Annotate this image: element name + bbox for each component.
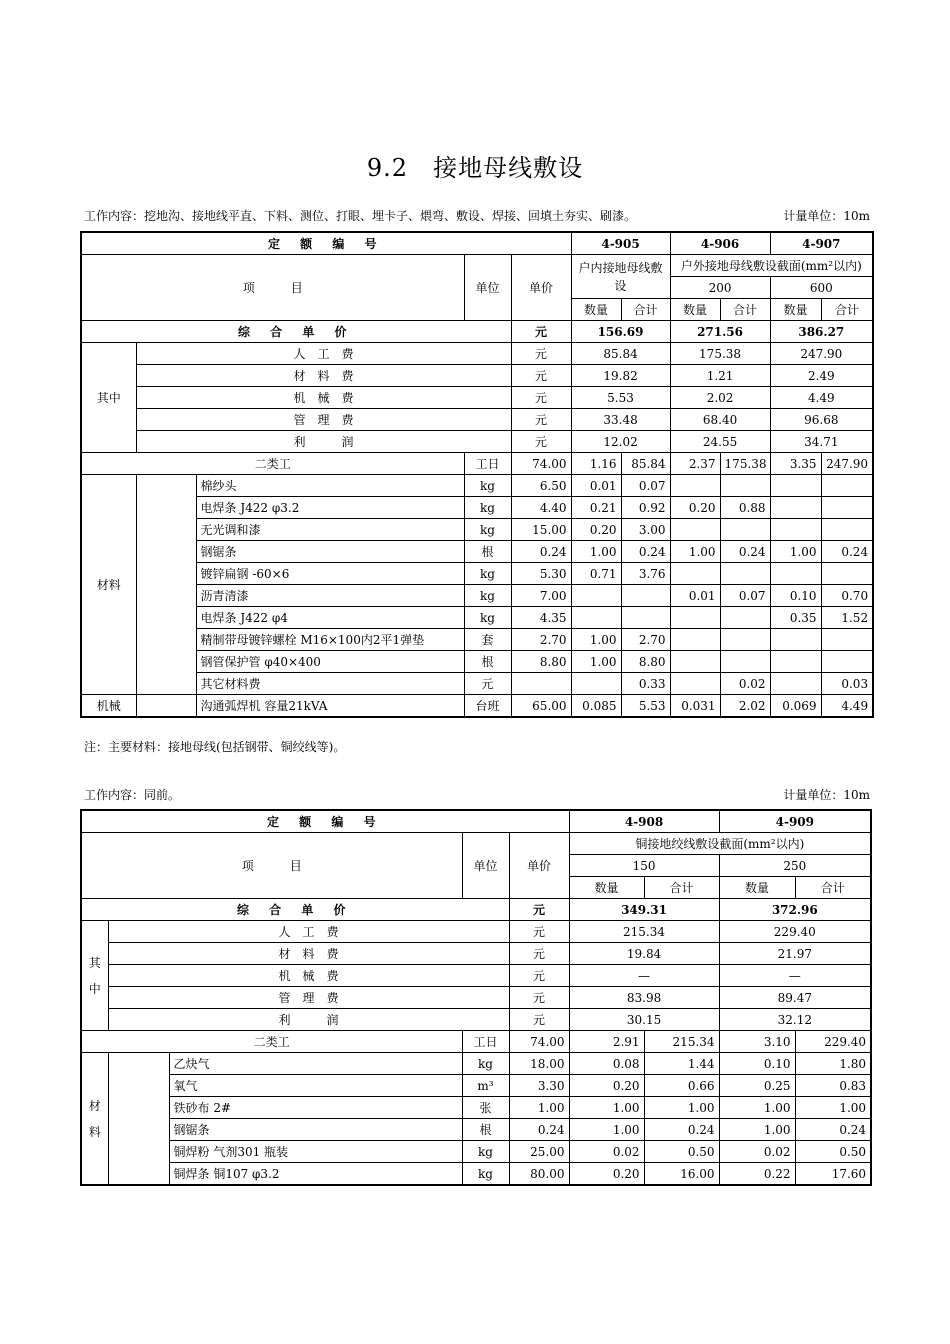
labor-value: 3.10	[719, 1031, 795, 1053]
section-600: 600	[770, 277, 873, 299]
material-price: 6.50	[511, 475, 571, 497]
cost-unit: 元	[509, 965, 569, 987]
cost-value: 96.68	[770, 409, 873, 431]
code-4-906: 4-906	[670, 232, 770, 255]
material-value	[821, 563, 873, 585]
material-price: 80.00	[509, 1163, 569, 1186]
material-row	[81, 519, 873, 541]
material-value	[670, 563, 720, 585]
work-content: 工作内容：同前。	[84, 788, 181, 802]
unit-header: 单位	[464, 255, 511, 321]
material-value: 1.00	[719, 1097, 795, 1119]
material-value	[770, 519, 821, 541]
header-row-1	[81, 255, 873, 277]
material-row	[81, 497, 873, 519]
machine-row	[81, 695, 873, 718]
material-value: 0.02	[719, 1141, 795, 1163]
cost-label: 管 理 费	[136, 409, 511, 431]
work-content-row-2	[84, 786, 870, 803]
material-value	[670, 673, 720, 695]
material-value: 1.00	[571, 541, 621, 563]
labor-label: 二类工	[81, 1031, 462, 1053]
cost-unit: 元	[511, 431, 571, 453]
machine-value: 2.02	[720, 695, 770, 718]
cost-unit: 元	[511, 387, 571, 409]
labor-unit: 工日	[464, 453, 511, 475]
material-price: 7.00	[511, 585, 571, 607]
material-name: 乙炔气	[169, 1053, 462, 1075]
qty-header: 数量	[670, 299, 720, 321]
cost-value: 33.48	[571, 409, 670, 431]
cost-value: 30.15	[569, 1009, 719, 1031]
machine-unit: 台班	[464, 695, 511, 718]
qizhong-label: 其中	[81, 921, 108, 1031]
work-content-row-1	[84, 207, 870, 224]
cost-value: 2.49	[770, 365, 873, 387]
material-row	[81, 1075, 871, 1097]
material-row	[81, 673, 873, 695]
material-group-label: 材料	[81, 1053, 108, 1186]
material-row	[81, 475, 873, 497]
machine-value: 5.53	[621, 695, 670, 718]
code-row	[81, 810, 871, 833]
material-price: 2.70	[511, 629, 571, 651]
cost-value: 85.84	[571, 343, 670, 365]
material-value: 1.80	[795, 1053, 871, 1075]
material-value: 0.24	[821, 541, 873, 563]
material-price: 3.30	[509, 1075, 569, 1097]
material-unit: 根	[462, 1119, 509, 1141]
material-unit: m³	[462, 1075, 509, 1097]
material-value: 16.00	[644, 1163, 719, 1186]
section-200: 200	[670, 277, 770, 299]
sum-header: 合计	[720, 299, 770, 321]
material-unit: kg	[464, 519, 511, 541]
material-name: 沥青清漆	[196, 585, 464, 607]
material-value	[770, 651, 821, 673]
sum-header: 合计	[795, 877, 871, 899]
material-row	[81, 651, 873, 673]
measure-unit: 计量单位：10m	[783, 209, 870, 223]
material-value	[821, 629, 873, 651]
material-group-label: 材料	[81, 475, 136, 695]
cost-value: 89.47	[719, 987, 871, 1009]
material-value: 0.02	[720, 673, 770, 695]
material-value	[821, 497, 873, 519]
copper-header: 铜接地绞线敷设截面(mm²以内)	[569, 833, 871, 855]
material-value	[770, 629, 821, 651]
material-value: 0.20	[670, 497, 720, 519]
material-row	[81, 1053, 871, 1075]
material-row	[81, 1163, 871, 1186]
material-value	[720, 607, 770, 629]
cost-label: 管 理 费	[108, 987, 509, 1009]
material-value	[770, 475, 821, 497]
cost-breakdown-row	[81, 343, 873, 365]
material-price: 15.00	[511, 519, 571, 541]
cost-breakdown-row	[81, 965, 871, 987]
machine-value: 4.49	[821, 695, 873, 718]
material-value	[821, 651, 873, 673]
cost-breakdown-row	[81, 987, 871, 1009]
material-value: 1.44	[644, 1053, 719, 1075]
material-row	[81, 1119, 871, 1141]
material-value: 0.24	[621, 541, 670, 563]
material-price: 4.35	[511, 607, 571, 629]
material-value	[571, 673, 621, 695]
material-value: 1.00	[670, 541, 720, 563]
total-unit: 元	[509, 899, 569, 921]
material-row	[81, 541, 873, 563]
labor-value: 2.37	[670, 453, 720, 475]
quota-table-1	[80, 231, 874, 718]
indoor-header: 户内接地母线敷设	[571, 255, 670, 299]
cost-label: 材 料 费	[136, 365, 511, 387]
material-unit: kg	[464, 607, 511, 629]
material-price: 25.00	[509, 1141, 569, 1163]
code-4-909: 4-909	[719, 810, 871, 833]
machine-value: 0.085	[571, 695, 621, 718]
material-value: 0.10	[770, 585, 821, 607]
material-value: 8.80	[621, 651, 670, 673]
section-250: 250	[719, 855, 871, 877]
material-value	[720, 629, 770, 651]
material-name: 铜焊粉 气剂301 瓶装	[169, 1141, 462, 1163]
material-name: 精制带母镀锌螺栓 M16×100内2平1弹垫	[196, 629, 464, 651]
material-value	[720, 519, 770, 541]
material-value: 0.20	[569, 1163, 644, 1186]
section-150: 150	[569, 855, 719, 877]
material-value: 0.20	[569, 1075, 644, 1097]
cost-value: 247.90	[770, 343, 873, 365]
material-name: 电焊条 J422 φ4	[196, 607, 464, 629]
material-value: 0.92	[621, 497, 670, 519]
cost-label: 人 工 费	[108, 921, 509, 943]
material-value	[571, 585, 621, 607]
sum-header: 合计	[644, 877, 719, 899]
material-unit: kg	[464, 563, 511, 585]
material-row	[81, 1141, 871, 1163]
material-unit: kg	[462, 1141, 509, 1163]
material-value: 0.02	[569, 1141, 644, 1163]
material-value	[720, 475, 770, 497]
labor-value: 3.35	[770, 453, 821, 475]
cost-label: 材 料 费	[108, 943, 509, 965]
material-price: 0.24	[509, 1119, 569, 1141]
price-header: 单价	[509, 833, 569, 899]
material-name: 钢管保护管 φ40×400	[196, 651, 464, 673]
qty-header: 数量	[571, 299, 621, 321]
measure-unit: 计量单位：10m	[783, 788, 870, 802]
labor-value: 2.91	[569, 1031, 644, 1053]
material-value: 0.07	[621, 475, 670, 497]
material-row	[81, 1097, 871, 1119]
material-value	[670, 519, 720, 541]
material-unit: 张	[462, 1097, 509, 1119]
material-value: 3.00	[621, 519, 670, 541]
total-label: 综 合 单 价	[81, 899, 509, 921]
material-unit: 根	[464, 651, 511, 673]
material-unit: kg	[462, 1053, 509, 1075]
cost-value: 1.21	[670, 365, 770, 387]
cost-value: 68.40	[670, 409, 770, 431]
material-unit: kg	[464, 475, 511, 497]
code-4-907: 4-907	[770, 232, 873, 255]
cost-breakdown-row	[81, 431, 873, 453]
code-row	[81, 232, 873, 255]
qty-header: 数量	[770, 299, 821, 321]
material-value: 0.33	[621, 673, 670, 695]
material-value	[621, 585, 670, 607]
material-price: 8.80	[511, 651, 571, 673]
cost-label: 利 润	[136, 431, 511, 453]
material-row	[81, 563, 873, 585]
material-value	[770, 563, 821, 585]
cost-value: 12.02	[571, 431, 670, 453]
cost-breakdown-row	[81, 943, 871, 965]
qizhong-label: 其中	[81, 343, 136, 453]
material-unit: kg	[462, 1163, 509, 1186]
material-value	[770, 497, 821, 519]
total-value: 156.69	[571, 321, 670, 343]
price-header: 单价	[511, 255, 571, 321]
labor-row	[81, 1031, 871, 1053]
sum-header: 合计	[621, 299, 670, 321]
material-unit: 套	[464, 629, 511, 651]
material-spacer	[136, 475, 196, 695]
material-price: 0.24	[511, 541, 571, 563]
material-value: 0.07	[720, 585, 770, 607]
material-value: 1.00	[569, 1119, 644, 1141]
material-value: 0.83	[795, 1075, 871, 1097]
work-content: 工作内容：挖地沟、接地线平直、下料、测位、打眼、埋卡子、煨弯、敷设、焊接、回填土夯实、刷漆。	[84, 209, 637, 223]
cost-label: 机 械 费	[136, 387, 511, 409]
material-value: 0.71	[571, 563, 621, 585]
item-header: 项 目	[81, 255, 464, 321]
material-name: 镀锌扁钢 -60×6	[196, 563, 464, 585]
material-value: 0.10	[719, 1053, 795, 1075]
material-value: 0.01	[571, 475, 621, 497]
material-price	[511, 673, 571, 695]
labor-row	[81, 453, 873, 475]
cost-unit: 元	[509, 943, 569, 965]
material-value: 0.88	[720, 497, 770, 519]
cost-value: 2.02	[670, 387, 770, 409]
cost-breakdown-row	[81, 921, 871, 943]
material-value: 1.00	[571, 629, 621, 651]
labor-price: 74.00	[511, 453, 571, 475]
cost-value: 83.98	[569, 987, 719, 1009]
cost-value: 5.53	[571, 387, 670, 409]
material-value: 0.25	[719, 1075, 795, 1097]
material-value: 0.20	[571, 519, 621, 541]
labor-value: 215.34	[644, 1031, 719, 1053]
code-header: 定 额 编 号	[81, 232, 571, 255]
qty-header: 数量	[719, 877, 795, 899]
material-name: 氧气	[169, 1075, 462, 1097]
material-value: 0.24	[720, 541, 770, 563]
material-name: 钢锯条	[169, 1119, 462, 1141]
cost-value: 34.71	[770, 431, 873, 453]
material-unit: 元	[464, 673, 511, 695]
material-value	[670, 607, 720, 629]
material-value: 0.50	[644, 1141, 719, 1163]
cost-value: 19.82	[571, 365, 670, 387]
total-unit: 元	[511, 321, 571, 343]
material-value: 0.21	[571, 497, 621, 519]
material-value	[821, 475, 873, 497]
material-name: 其它材料费	[196, 673, 464, 695]
code-4-908: 4-908	[569, 810, 719, 833]
item-header: 项 目	[81, 833, 462, 899]
material-value: 0.24	[644, 1119, 719, 1141]
material-value: 2.70	[621, 629, 670, 651]
material-name: 钢锯条	[196, 541, 464, 563]
cost-value: 32.12	[719, 1009, 871, 1031]
unit-header: 单位	[462, 833, 509, 899]
material-value: 1.00	[571, 651, 621, 673]
total-row	[81, 321, 873, 343]
material-price: 4.40	[511, 497, 571, 519]
labor-value: 247.90	[821, 453, 873, 475]
material-value: 0.50	[795, 1141, 871, 1163]
cost-unit: 元	[511, 365, 571, 387]
labor-price: 74.00	[509, 1031, 569, 1053]
cost-value: 215.34	[569, 921, 719, 943]
total-row	[81, 899, 871, 921]
cost-label: 利 润	[108, 1009, 509, 1031]
cost-unit: 元	[509, 987, 569, 1009]
material-value: 17.60	[795, 1163, 871, 1186]
material-name: 铁砂布 2#	[169, 1097, 462, 1119]
code-header: 定 额 编 号	[81, 810, 569, 833]
cost-unit: 元	[509, 921, 569, 943]
cost-value: —	[569, 965, 719, 987]
cost-breakdown-row	[81, 409, 873, 431]
labor-value: 229.40	[795, 1031, 871, 1053]
cost-value: 4.49	[770, 387, 873, 409]
material-price: 5.30	[511, 563, 571, 585]
cost-unit: 元	[509, 1009, 569, 1031]
quota-table-2	[80, 809, 872, 1186]
machine-value: 0.031	[670, 695, 720, 718]
total-value: 386.27	[770, 321, 873, 343]
material-unit: kg	[464, 497, 511, 519]
material-value	[621, 607, 670, 629]
material-unit: 根	[464, 541, 511, 563]
material-value: 0.01	[670, 585, 720, 607]
material-value	[670, 629, 720, 651]
material-value: 1.00	[795, 1097, 871, 1119]
material-name: 铜焊条 铜107 φ3.2	[169, 1163, 462, 1186]
material-value: 1.00	[719, 1119, 795, 1141]
cost-label: 机 械 费	[108, 965, 509, 987]
material-value: 1.00	[770, 541, 821, 563]
qty-header: 数量	[569, 877, 644, 899]
material-price: 1.00	[509, 1097, 569, 1119]
material-value	[670, 651, 720, 673]
cost-breakdown-row	[81, 365, 873, 387]
labor-label: 二类工	[81, 453, 464, 475]
material-value: 0.24	[795, 1119, 871, 1141]
material-value: 0.03	[821, 673, 873, 695]
total-label: 综 合 单 价	[81, 321, 511, 343]
machine-spacer	[136, 695, 196, 718]
total-value: 372.96	[719, 899, 871, 921]
material-unit: kg	[464, 585, 511, 607]
sum-header: 合计	[821, 299, 873, 321]
labor-value: 85.84	[621, 453, 670, 475]
total-value: 349.31	[569, 899, 719, 921]
material-value	[670, 475, 720, 497]
material-value: 1.00	[644, 1097, 719, 1119]
material-row	[81, 585, 873, 607]
machine-price: 65.00	[511, 695, 571, 718]
cost-value: 24.55	[670, 431, 770, 453]
material-value: 0.22	[719, 1163, 795, 1186]
cost-value: 175.38	[670, 343, 770, 365]
material-row	[81, 607, 873, 629]
material-value	[720, 651, 770, 673]
header-row-1	[81, 833, 871, 855]
labor-unit: 工日	[462, 1031, 509, 1053]
machine-group-label: 机械	[81, 695, 136, 718]
material-value	[770, 673, 821, 695]
cost-value: —	[719, 965, 871, 987]
outdoor-header: 户外接地母线敷设截面(mm²以内)	[670, 255, 873, 277]
material-value: 3.76	[621, 563, 670, 585]
material-row	[81, 629, 873, 651]
cost-label: 人 工 费	[136, 343, 511, 365]
material-spacer	[108, 1053, 169, 1186]
material-value	[720, 563, 770, 585]
material-value: 1.52	[821, 607, 873, 629]
material-name: 棉纱头	[196, 475, 464, 497]
total-value: 271.56	[670, 321, 770, 343]
labor-value: 1.16	[571, 453, 621, 475]
labor-value: 175.38	[720, 453, 770, 475]
material-name: 无光调和漆	[196, 519, 464, 541]
cost-unit: 元	[511, 409, 571, 431]
material-value: 0.08	[569, 1053, 644, 1075]
cost-breakdown-row	[81, 387, 873, 409]
material-value: 0.66	[644, 1075, 719, 1097]
material-value: 1.00	[569, 1097, 644, 1119]
page-title: 9.2 接地母线敷设	[366, 154, 584, 182]
machine-value: 0.069	[770, 695, 821, 718]
material-value	[571, 607, 621, 629]
cost-value: 19.84	[569, 943, 719, 965]
machine-name: 沟通弧焊机 容量21kVA	[196, 695, 464, 718]
material-price: 18.00	[509, 1053, 569, 1075]
table-note: 注：主要材料：接地母线(包括钢带、铜绞线等)。	[84, 740, 346, 754]
material-value: 0.35	[770, 607, 821, 629]
material-value: 0.70	[821, 585, 873, 607]
cost-value: 21.97	[719, 943, 871, 965]
code-4-905: 4-905	[571, 232, 670, 255]
cost-breakdown-row	[81, 1009, 871, 1031]
cost-value: 229.40	[719, 921, 871, 943]
cost-unit: 元	[511, 343, 571, 365]
material-name: 电焊条 J422 φ3.2	[196, 497, 464, 519]
material-value	[821, 519, 873, 541]
